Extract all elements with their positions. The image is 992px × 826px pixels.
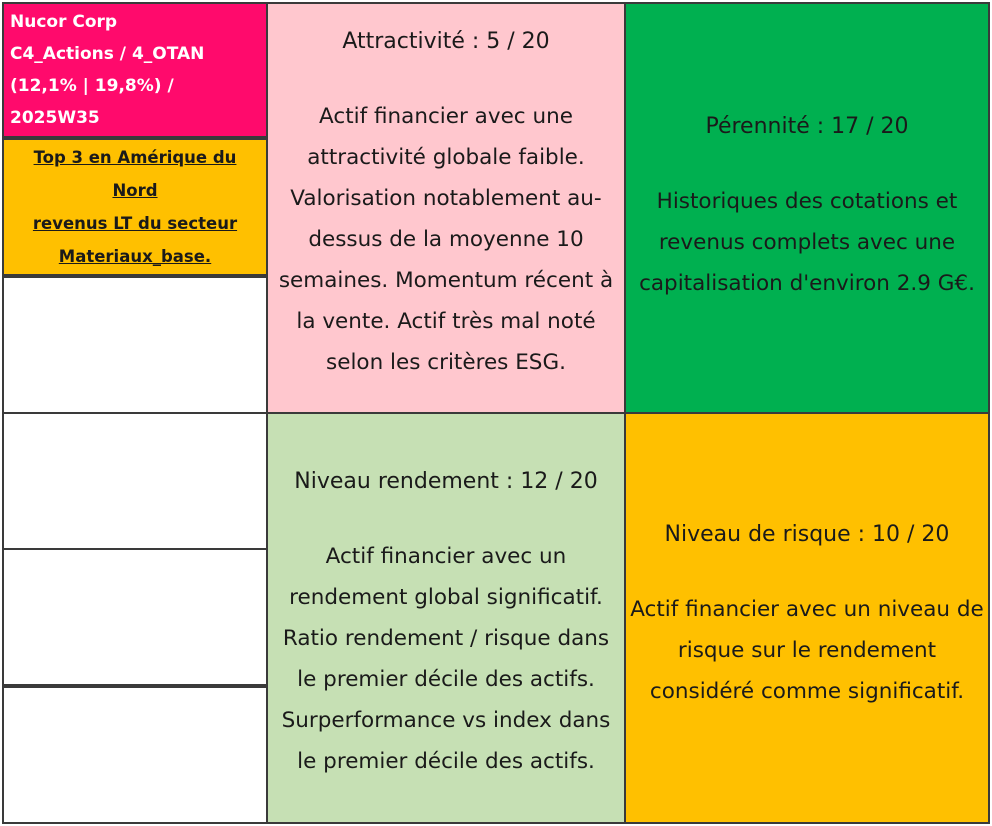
- rendement-title: Niveau rendement : 12 / 20: [294, 469, 598, 494]
- ranking-cell: [2, 138, 268, 276]
- rendement-line: Ratio rendement / risque dans: [282, 626, 610, 651]
- attractivite-description: [279, 96, 613, 383]
- attractivite-line: Actif financier avec une: [319, 103, 573, 129]
- attractivite-line: Valorisation notablement au-: [290, 185, 602, 211]
- risque-line: considéré comme significatif.: [649, 678, 965, 704]
- empty-cell-3: [2, 548, 268, 686]
- rendement-line: le premier décile des actifs.: [297, 749, 595, 774]
- perennite-line: Historiques des cotations et: [656, 188, 958, 214]
- rendement-line: Surperformance vs index dans: [281, 708, 611, 733]
- perennite-line: capitalisation d'environ 2.9 G€.: [639, 270, 975, 296]
- rendement-cell: [266, 412, 626, 824]
- asset-name: Nucor Corp: [10, 12, 118, 32]
- attractivite-line: dessus de la moyenne 10: [308, 226, 584, 252]
- perennite-cell: [624, 2, 990, 414]
- empty-cell-4: [2, 686, 268, 824]
- asset-category: C4_Actions / 4_OTAN: [10, 44, 205, 64]
- empty-cell-2: [2, 412, 268, 550]
- asset-id-cell: [2, 2, 268, 138]
- attractivite-line: selon les critères ESG.: [326, 349, 566, 375]
- attractivite-title: Attractivité : 5 / 20: [342, 28, 550, 54]
- ranking-line-3: Materiaux_base.: [58, 247, 212, 266]
- risque-title: Niveau de risque : 10 / 20: [664, 521, 950, 547]
- risque-cell: [624, 412, 990, 824]
- attractivite-cell: [266, 2, 626, 414]
- perennite-title: Pérennité : 17 / 20: [705, 113, 909, 139]
- empty-cell-1: [2, 276, 268, 414]
- asset-stats: (12,1% | 19,8%) / 2025W35: [10, 76, 174, 128]
- rendement-description: [282, 536, 611, 782]
- attractivite-line: la vente. Actif très mal noté: [296, 308, 596, 334]
- ranking-line-1: Top 3 en Amérique du Nord: [33, 148, 237, 200]
- ranking-line-2: revenus LT du secteur: [32, 214, 238, 233]
- risque-description: [630, 589, 984, 712]
- attractivite-line: attractivité globale faible.: [307, 144, 585, 170]
- perennite-line: revenus complets avec une: [658, 229, 956, 255]
- rendement-line: le premier décile des actifs.: [297, 667, 595, 692]
- risque-line: risque sur le rendement: [677, 637, 937, 663]
- attractivite-line: semaines. Momentum récent à: [278, 267, 614, 293]
- perennite-description: [639, 181, 975, 304]
- risque-line: Actif financier avec un niveau de: [630, 596, 984, 622]
- rendement-line: rendement global significatif.: [289, 585, 603, 610]
- rendement-line: Actif financier avec un: [325, 544, 567, 569]
